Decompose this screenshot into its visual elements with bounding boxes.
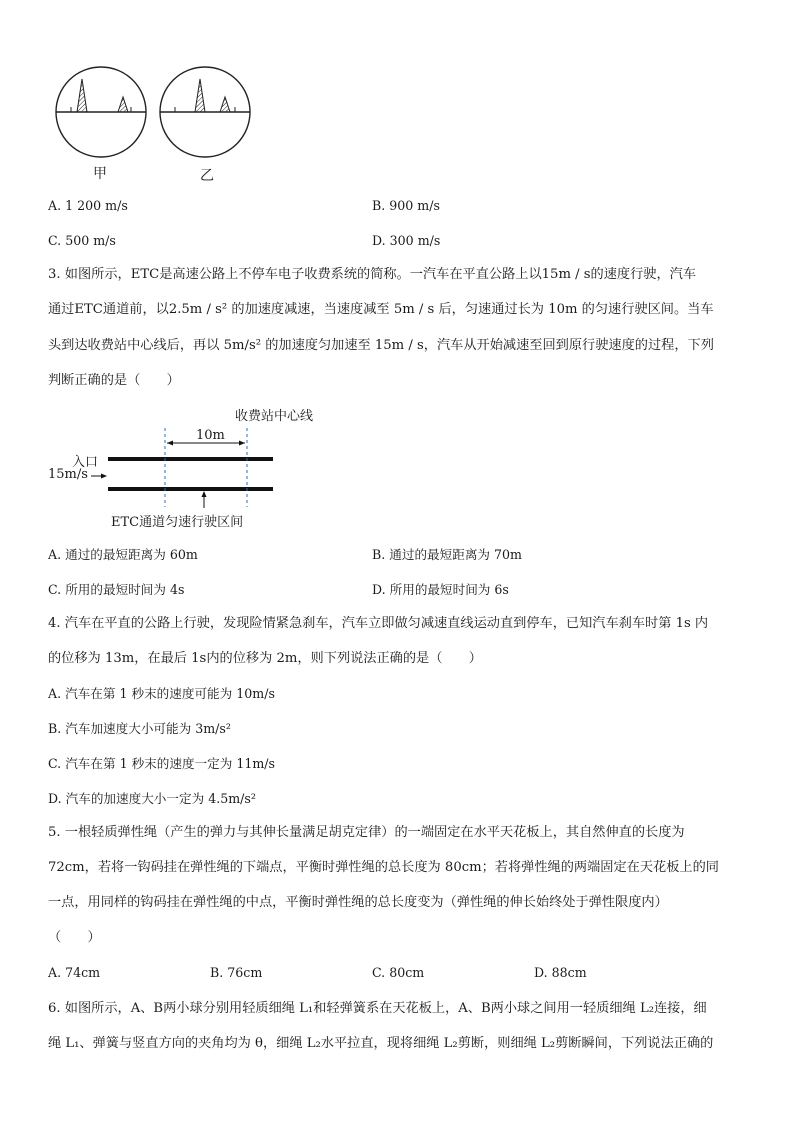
label-yi: 乙 xyxy=(200,168,214,184)
q5-option-b: B. 76cm xyxy=(210,965,263,980)
q2-option-b: B. 900 m/s xyxy=(372,198,440,213)
q2-option-c: C. 500 m/s xyxy=(48,233,116,248)
distance-label: 10m xyxy=(196,428,225,443)
q4-option-c: C. 汽车在第 1 秒末的速度一定为 11m/s xyxy=(48,756,276,771)
speed-label: 15m/s xyxy=(48,467,88,482)
q3-line-1: 3. 如图所示，ETC是高速公路上不停车电子收费系统的简称。一汽车在平直公路上以15m / s的速度行驶，汽车 xyxy=(48,267,697,282)
label-jia: 甲 xyxy=(93,166,107,182)
center-line-label: 收费站中心线 xyxy=(235,409,314,424)
q5-line-1: 5. 一根轻质弹性绳（产生的弹力与其伸长量满足胡克定律）的一端固定在水平天花板上，其自然伸直的长度为 xyxy=(48,825,685,840)
q6-line-2: 绳 L₁、弹簧与竖直方向的夹角均为 θ，细绳 L₂水平拉直，现将细绳 L₂剪断，则细绳 L₂剪断瞬间，下列说法正确的 xyxy=(48,1036,714,1051)
q3-line-3: 头到达收费站中心线后，再以 5m/s² 的加速度匀加速至 15m / s，汽车从开始减速至回到原行驶速度的过程，下列 xyxy=(48,338,714,353)
q2-option-d: D. 300 m/s xyxy=(372,233,441,248)
q5-line-2: 72cm，若将一钩码挂在弹性绳的下端点，平衡时弹性绳的总长度为 80cm；若将弹性绳的两端固定在天花板上的同 xyxy=(48,860,719,875)
zone-label: ETC通道匀速行驶区间 xyxy=(111,515,244,530)
q3-option-c: C. 所用的最短时间为 4s xyxy=(48,582,185,597)
q5-option-d: D. 88cm xyxy=(534,965,587,980)
q6-line-1: 6. 如图所示，A、B两小球分别用轻质细绳 L₁和轻弹簧系在天花板上，A、B两小球之间用一轻质细绳 L₂连接，细 xyxy=(48,1001,707,1016)
q4-option-a: A. 汽车在第 1 秒末的速度可能为 10m/s xyxy=(48,686,275,701)
q3-option-a: A. 通过的最短距离为 60m xyxy=(48,547,198,562)
oscilloscope-figure xyxy=(46,62,262,190)
entrance-label: 入口 xyxy=(72,455,99,470)
q2-option-a: A. 1 200 m/s xyxy=(48,198,128,213)
screen-yi xyxy=(160,67,250,157)
q5-option-a: A. 74cm xyxy=(48,965,101,980)
q3-line-2: 通过ETC通道前，以2.5m / s² 的加速度减速，当速度减至 5m / s 后，匀速通过长为 10m 的匀速行驶区间。当车 xyxy=(48,302,714,317)
q4-line-2: 的位移为 13m，在最后 1s内的位移为 2m，则下列说法正确的是（ ） xyxy=(48,651,482,666)
q4-line-1: 4. 汽车在平直的公路上行驶，发现险情紧急刹车，汽车立即做匀减速直线运动直到停车，已知汽车刹车时第 1s 内 xyxy=(48,616,709,631)
q3-option-b: B. 通过的最短距离为 70m xyxy=(372,547,522,562)
q3-line-4: 判断正确的是（ ） xyxy=(48,373,180,388)
q4-option-b: B. 汽车加速度大小可能为 3m/s² xyxy=(48,721,231,736)
q3-option-d: D. 所用的最短时间为 6s xyxy=(372,582,509,597)
screen-jia xyxy=(56,67,146,157)
q5-line-3: 一点，用同样的钩码挂在弹性绳的中点，平衡时弹性绳的总长度变为（弹性绳的伸长始终处于弹性限度内） xyxy=(48,895,668,910)
q5-option-c: C. 80cm xyxy=(372,965,425,980)
q5-line-4: （ ） xyxy=(48,930,101,945)
q4-option-d: D. 汽车的加速度大小一定为 4.5m/s² xyxy=(48,791,256,806)
